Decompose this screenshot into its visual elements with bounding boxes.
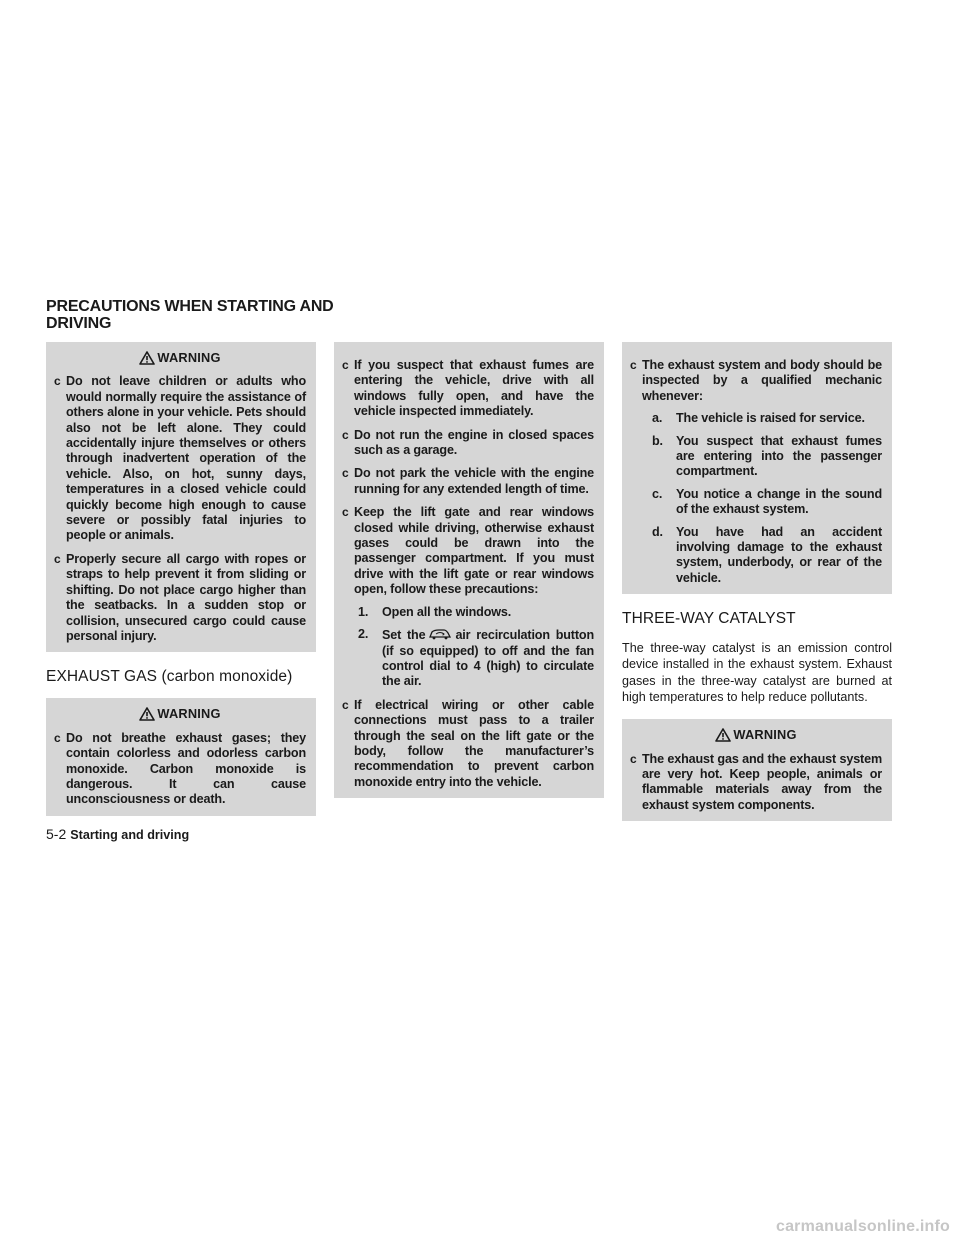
- bullet-text: If electrical wiring or other cable connections must pass to a trailer through the seal on the lift gate or the body, follow the manufacturer’s recommendation to prevent carbon monoxide entry into the vehicle.: [354, 697, 594, 789]
- warning-triangle-icon: [715, 728, 731, 742]
- warning-label: WARNING: [157, 706, 221, 722]
- bullet-text: Do not run the engine in closed spaces such as a garage.: [354, 427, 594, 458]
- page-number: 5-2: [46, 826, 67, 842]
- list-item: [342, 505, 594, 689]
- sub-item-text: You have had an accident involving damage to the exhaust system, underbody, or rear of the vehicle.: [676, 524, 882, 585]
- sub-item-text-before: Set the: [382, 628, 426, 643]
- warning-box-exhaust-gas: [46, 698, 316, 815]
- air-recirculation-icon: [427, 627, 453, 640]
- column-2: [334, 342, 604, 798]
- bullet-text: If you suspect that exhaust fumes are entering the vehicle, drive with all windows fully open, and have the vehicle inspected immediately.: [354, 358, 594, 419]
- bullet-text: Properly secure all cargo with ropes or straps to help prevent it from sliding or shifting. Do not place cargo higher than the seatbacks. In a sudden stop or collision, unsecured cargo could cause personal injury.: [66, 551, 306, 643]
- sub-item-text: You notice a change in the sound of the exhaust system.: [676, 486, 882, 517]
- bullet-c: c: [342, 427, 349, 442]
- column-3: [622, 342, 892, 821]
- list-item: [342, 358, 594, 420]
- sub-item: [652, 411, 882, 426]
- sub-item-text: The vehicle is raised for service.: [676, 411, 865, 426]
- sub-item-label: 2.: [358, 627, 369, 642]
- bullet-c: c: [342, 505, 349, 520]
- sub-item-label: 1.: [358, 604, 369, 619]
- warning-box-hot-exhaust: [622, 719, 892, 821]
- sub-item-label: c.: [652, 486, 663, 501]
- bullet-c: c: [342, 466, 349, 481]
- sub-list: [652, 411, 882, 586]
- list-item: [54, 374, 306, 543]
- list-item: [630, 358, 882, 586]
- warning-title: [630, 727, 882, 742]
- list-item: [54, 552, 306, 644]
- section-title-exhaust-gas: EXHAUST GAS (carbon monoxide): [46, 668, 293, 686]
- bullet-c: c: [54, 730, 61, 745]
- warning-box-exhaust-inspection: [622, 342, 892, 594]
- list-item: [54, 731, 306, 808]
- bullet-c: c: [54, 551, 61, 566]
- bullet-text: Do not breathe exhaust gases; they contain colorless and odorless carbon monoxide. Carbon monoxide is dangerous. It can cause unconsciousness or death.: [66, 730, 306, 807]
- warning-triangle-icon: [139, 351, 155, 365]
- section-title-three-way-catalyst: THREE-WAY CATALYST: [622, 610, 796, 628]
- page-footer: [46, 826, 189, 842]
- bullet-text: Keep the lift gate and rear windows closed while driving, otherwise exhaust gases could be drawn into the passenger compartment. If you must drive with the lift gate or rear windows open, follow these precautions:: [354, 505, 594, 597]
- warning-triangle-icon: [139, 707, 155, 721]
- sub-item-label: b.: [652, 433, 663, 448]
- bullet-text: Do not park the vehicle with the engine running for any extended length of time.: [354, 466, 594, 496]
- warning-box-continued: [334, 342, 604, 798]
- bullet-c: c: [54, 374, 61, 389]
- sub-list: [358, 605, 594, 690]
- warning-label: WARNING: [157, 350, 221, 365]
- warning-title: [54, 350, 306, 365]
- warning-box-children-cargo: [46, 342, 316, 652]
- bullet-c: c: [342, 358, 349, 372]
- bullet-text: Do not leave children or adults who would normally require the assistance of others alone in your vehicle. Pets should also not be left alone. They could accidentally injure themselves or others through inadvertent operation of the vehicle. Also, on hot, sunny days, temperatures in a closed vehicle could quickly become high enough to cause severe or possibly fatal injuries to people or animals.: [66, 374, 306, 543]
- sub-item: [652, 487, 882, 518]
- list-item: [630, 752, 882, 814]
- warning-title: [54, 706, 306, 721]
- sub-item: [652, 434, 882, 480]
- sub-item-text: You suspect that exhaust fumes are entering into the passenger compartment.: [676, 433, 882, 479]
- body-paragraph: The three-way catalyst is an emission control device installed in the exhaust system. Exhaust gases in the three-way catalyst are burned at high temperatures to help reduce pollutants.: [622, 641, 892, 704]
- list-item: [342, 466, 594, 497]
- column-1: [46, 342, 316, 816]
- list-item: [342, 698, 594, 790]
- sub-item: [358, 627, 594, 690]
- sub-item-text: Open all the windows.: [382, 604, 512, 619]
- bullet-c: c: [342, 697, 349, 712]
- watermark: carmanualsonline.info: [775, 1218, 950, 1235]
- page-heading: PRECAUTIONS WHEN STARTING AND DRIVING: [46, 298, 334, 332]
- sub-item-label: d.: [652, 524, 663, 539]
- list-item: [342, 428, 594, 459]
- sub-item-text-after: air recirculation button (if so equipped) to off and the fan control dial to 4 (high) to circulate the air.: [382, 628, 594, 689]
- chapter-title: Starting and driving: [70, 828, 190, 842]
- warning-label: WARNING: [733, 727, 797, 743]
- sub-item: [358, 605, 594, 620]
- sub-item-label: a.: [652, 411, 663, 426]
- bullet-c: c: [630, 751, 637, 766]
- bullet-text: The exhaust gas and the exhaust system are very hot. Keep people, animals or flammable materials away from the exhaust system components.: [642, 751, 882, 812]
- bullet-text: The exhaust system and body should be inspected by a qualified mechanic whenever:: [642, 358, 882, 403]
- sub-item: [652, 525, 882, 587]
- bullet-c: c: [630, 358, 637, 372]
